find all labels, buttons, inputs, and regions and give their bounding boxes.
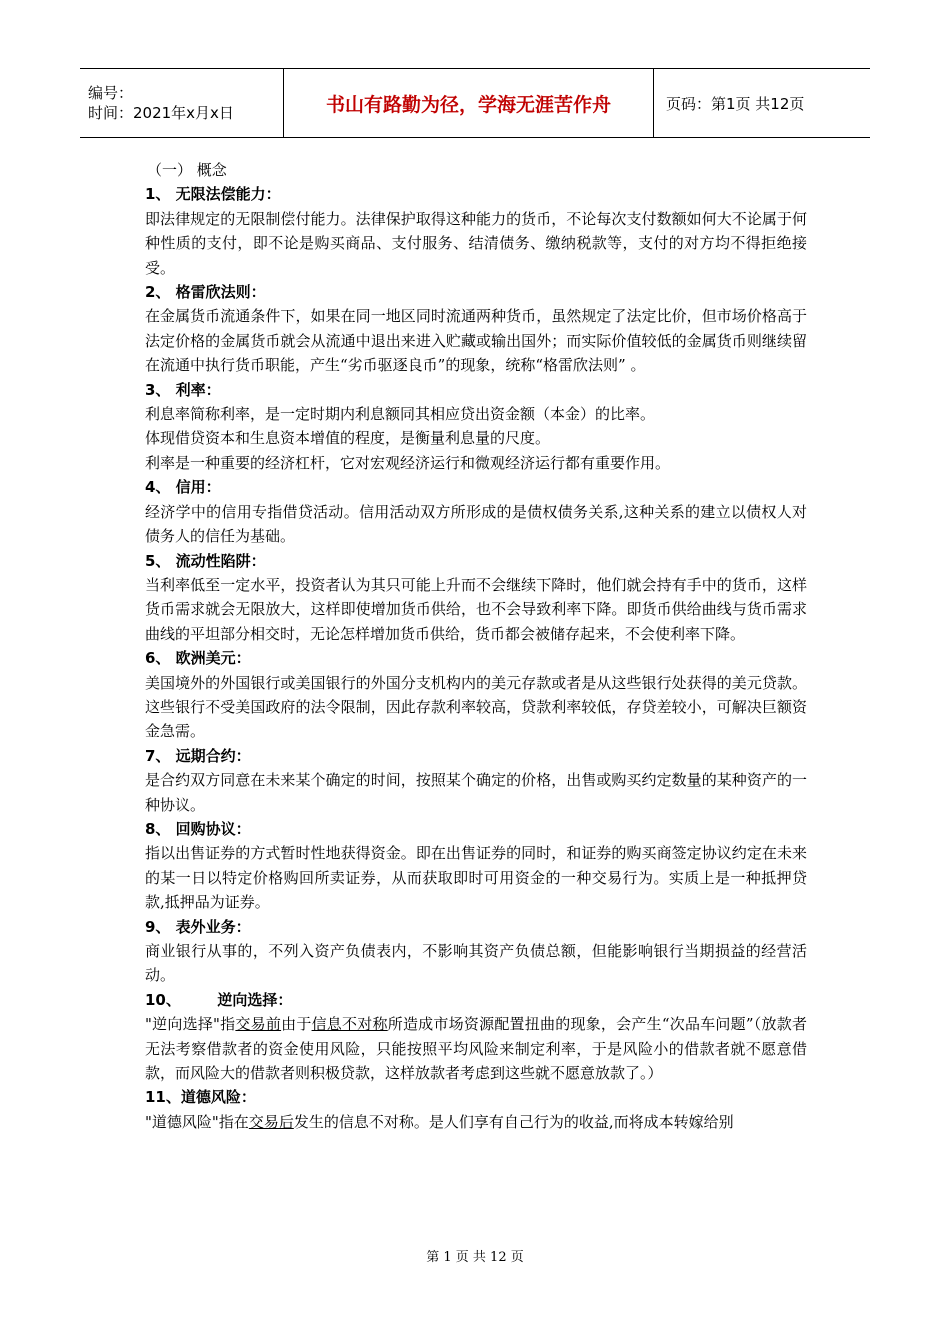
header-motto-cell bbox=[284, 69, 654, 137]
underlined-term: 信息不对称 bbox=[311, 1015, 388, 1034]
page-header bbox=[80, 68, 870, 138]
term-heading: 3、 利率： bbox=[145, 380, 221, 399]
term-paragraph: 在金属货币流通条件下，如果在同一地区同时流通两种货币，虽然规定了法定比价，但市场价格高于法定价格的金属货币就会从流通中退出来进入贮藏或输出国外；而实际价值较低的金属货币则继续留在流通中执行货币职能，产生“劣币驱逐良币”的现象，统称“格雷欣法则” 。 bbox=[145, 307, 807, 375]
section-title: （一） 概念 bbox=[147, 161, 227, 179]
page-footer: 第 1 页 共 12 页 bbox=[426, 1250, 524, 1265]
number-label: 编号： bbox=[88, 84, 134, 102]
term-heading: 7、 远期合约： bbox=[145, 746, 251, 765]
motto: 书山有路勤为径，学海无涯苦作舟 bbox=[325, 93, 611, 116]
term-heading: 6、 欧洲美元： bbox=[145, 649, 251, 668]
header-left-cell bbox=[80, 69, 284, 137]
term-heading: 4、 信用： bbox=[145, 478, 221, 497]
term-paragraph bbox=[145, 1110, 807, 1134]
term-heading: 9、 表外业务： bbox=[145, 917, 251, 936]
term-heading: 8、 回购协议： bbox=[145, 819, 251, 838]
term-paragraph: 美国境外的外国银行或美国银行的外国分支机构内的美元存款或者是从这些银行处获得的美元贷款。这些银行不受美国政府的法令限制，因此存款利率较高，贷款利率较低，存贷差较小，可解决巨额资金急需。 bbox=[145, 673, 807, 741]
text-run: 所造成市场资源配置扭曲的现象，会产生“次品车问题”（放款者无法考察借款者的资金使用风险，只能按照平均风险来制定利率，于是风险小的借款者就不愿意借款，而风险大的借款者则积极贷款，这样放款者考虑到这些就不愿意放款了。） bbox=[145, 1015, 807, 1083]
term-paragraph: 利息率简称利率，是一定时期内利息额同其相应贷出资金额（本金）的比率。 bbox=[145, 405, 656, 424]
term-paragraph bbox=[145, 1012, 807, 1085]
page-info: 页码：第1页 共12页 bbox=[666, 94, 805, 113]
term-heading: 5、 流动性陷阱： bbox=[145, 551, 266, 570]
term-paragraph: 即法律规定的无限制偿付能力。法律保护取得这种能力的货币，不论每次支付数额如何大不论属于何种性质的支付，即不论是购买商品、支付服务、结清债务、缴纳税款等，支付的对方均不得拒绝接受。 bbox=[145, 209, 807, 277]
term-heading: 10、 逆向选择： bbox=[145, 990, 293, 1009]
term-heading: 2、 格雷欣法则： bbox=[145, 283, 266, 302]
term-paragraph: 是合约双方同意在未来某个确定的时间，按照某个确定的价格，出售或购买约定数量的某种资产的一种协议。 bbox=[145, 771, 807, 814]
term-paragraph: 当利率低至一定水平，投资者认为其只可能上升而不会继续下降时，他们就会持有手中的货币，这样货币需求就会无限放大，这样即使增加货币供给，也不会导致利率下降。即货币供给曲线与货币需求曲线的平坦部分相交时，无论怎样增加货币供给，货币都会被储存起来，不会使利率下降。 bbox=[145, 575, 807, 643]
term-paragraph: 利率是一种重要的经济杠杆，它对宏观经济运行和微观经济运行都有重要作用。 bbox=[145, 453, 671, 472]
term-heading: 11、道德风险： bbox=[145, 1088, 256, 1107]
underlined-term: 交易前 bbox=[235, 1015, 282, 1034]
term-paragraph: 指以出售证券的方式暂时性地获得资金。即在出售证券的同时，和证券的购买商签定协议约定在未来的某一日以特定价格购回所卖证券，从而获取即时可用资金的一种交易行为。实质上是一种抵押贷款,抵押品为证券。 bbox=[145, 844, 807, 912]
term-paragraph: 经济学中的信用专指借贷活动。信用活动双方所形成的是债权债务关系,这种关系的建立以债权人对债务人的信任为基础。 bbox=[145, 502, 807, 546]
date-label: 时间：2021年x月x日 bbox=[88, 104, 234, 122]
underlined-term: 交易后 bbox=[248, 1112, 294, 1131]
text-run: 由于 bbox=[281, 1015, 312, 1034]
term-paragraph: 商业银行从事的，不列入资产负债表内，不影响其资产负债总额，但能影响银行当期损益的经营活动。 bbox=[145, 942, 807, 985]
term-heading: 1、 无限法偿能力： bbox=[145, 185, 281, 204]
document-body bbox=[145, 158, 807, 1134]
text-run: "逆向选择"指 bbox=[145, 1015, 236, 1034]
text-run: 发生的信息不对称。是人们享有自己行为的收益,而将成本转嫁给别 bbox=[293, 1112, 734, 1131]
text-run: "道德风险"指在 bbox=[145, 1112, 249, 1131]
header-right-cell bbox=[654, 69, 870, 137]
term-paragraph: 体现借贷资本和生息资本增值的程度，是衡量利息量的尺度。 bbox=[145, 429, 551, 448]
